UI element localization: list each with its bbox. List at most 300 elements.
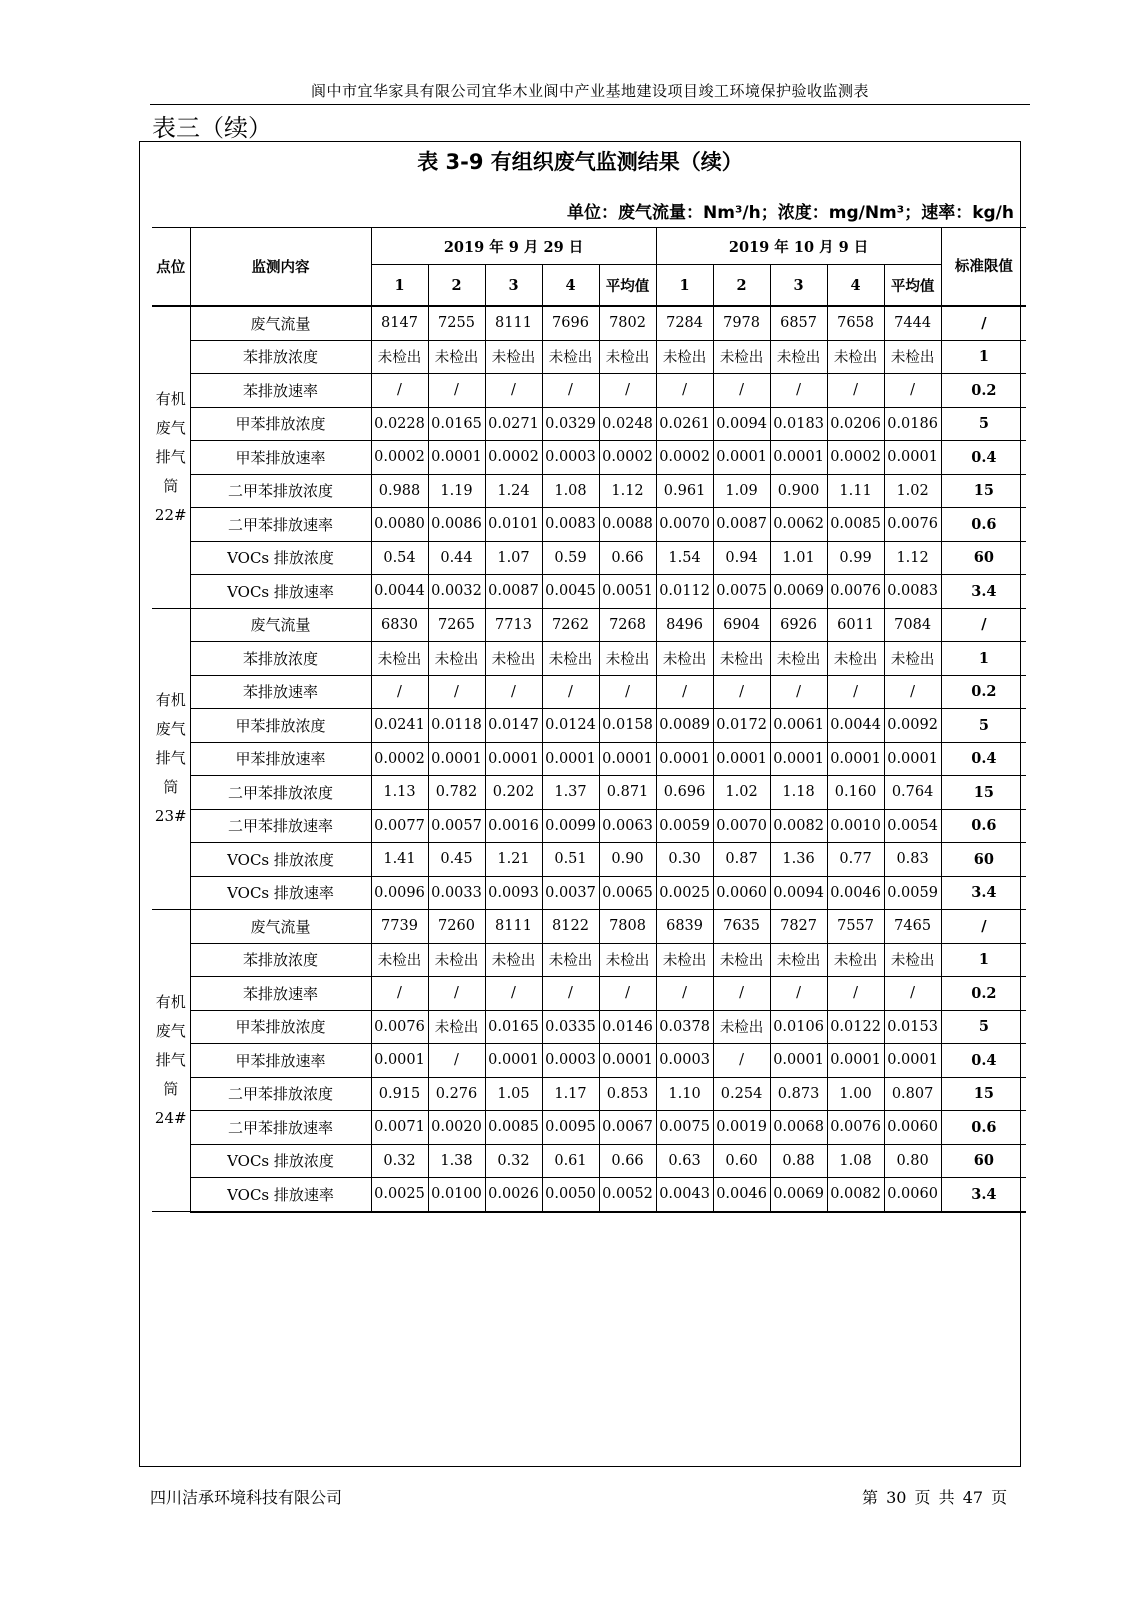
standard-limit: 0.6 (941, 1111, 1026, 1145)
value-cell: 6839 (656, 910, 713, 944)
value-cell: 6857 (770, 306, 827, 340)
table-row (152, 1111, 1026, 1145)
item-name: VOCs 排放浓度 (190, 1144, 371, 1178)
value-cell: 0.61 (542, 1144, 599, 1178)
site-group (152, 910, 1026, 1212)
value-cell: 0.0089 (656, 709, 713, 743)
value-cell: / (770, 374, 827, 408)
table-row (152, 876, 1026, 910)
value-cell: 7739 (371, 910, 428, 944)
value-cell: 未检出 (599, 642, 656, 676)
value-cell: 0.0076 (884, 508, 941, 542)
value-cell: / (371, 675, 428, 709)
value-cell: 0.0067 (599, 1111, 656, 1145)
value-cell: 0.0122 (827, 1010, 884, 1044)
value-cell: 0.0378 (656, 1010, 713, 1044)
value-cell: / (485, 675, 542, 709)
value-cell: 1.24 (485, 474, 542, 508)
value-cell: 8111 (485, 910, 542, 944)
value-cell: / (827, 374, 884, 408)
table-row (152, 306, 1026, 340)
value-cell: 0.0248 (599, 407, 656, 441)
table-row (152, 374, 1026, 408)
value-cell: 未检出 (770, 642, 827, 676)
value-cell: 1.12 (599, 474, 656, 508)
item-name: 二甲苯排放浓度 (190, 1077, 371, 1111)
value-cell: 8111 (485, 306, 542, 340)
table-title: 表 3-9 有组织废气监测结果（续） (417, 150, 743, 174)
value-cell: 0.0099 (542, 809, 599, 843)
value-cell: / (770, 977, 827, 1011)
value-cell: 0.0092 (884, 709, 941, 743)
value-cell: 1.09 (713, 474, 770, 508)
header-rule (150, 104, 1030, 105)
value-cell: 0.0329 (542, 407, 599, 441)
value-cell: 0.0076 (827, 1111, 884, 1145)
value-cell: 0.0045 (542, 575, 599, 609)
value-cell: 0.0001 (371, 1044, 428, 1078)
value-cell: 未检出 (713, 642, 770, 676)
value-cell: 1.19 (428, 474, 485, 508)
subheader-col: 平均值 (599, 265, 656, 307)
table-row (152, 943, 1026, 977)
footer-company: 四川洁承环境科技有限公司 (150, 1488, 343, 1507)
value-cell: / (428, 977, 485, 1011)
value-cell: 未检出 (713, 943, 770, 977)
value-cell: / (542, 977, 599, 1011)
value-cell: 0.54 (371, 541, 428, 575)
value-cell: 0.0001 (599, 1044, 656, 1078)
value-cell: 0.0001 (770, 441, 827, 475)
item-name: 甲苯排放速率 (190, 1044, 371, 1078)
value-cell: 0.0002 (485, 441, 542, 475)
value-cell: / (485, 977, 542, 1011)
value-cell: 0.0001 (428, 742, 485, 776)
item-name: 甲苯排放速率 (190, 742, 371, 776)
table-row (152, 675, 1026, 709)
value-cell: 0.0001 (884, 1044, 941, 1078)
value-cell: 0.0071 (371, 1111, 428, 1145)
value-cell: 0.0019 (713, 1111, 770, 1145)
table-row (152, 508, 1026, 542)
value-cell: 未检出 (371, 642, 428, 676)
value-cell: 0.0037 (542, 876, 599, 910)
value-cell: 0.782 (428, 776, 485, 810)
value-cell: 0.83 (884, 843, 941, 877)
value-cell: / (884, 374, 941, 408)
value-cell: 0.0050 (542, 1178, 599, 1212)
item-name: 废气流量 (190, 608, 371, 642)
value-cell: 0.0025 (371, 1178, 428, 1212)
value-cell: 6011 (827, 608, 884, 642)
value-cell: 0.0085 (827, 508, 884, 542)
value-cell: / (713, 1044, 770, 1078)
value-cell: 未检出 (770, 340, 827, 374)
table-row (152, 441, 1026, 475)
value-cell: 7827 (770, 910, 827, 944)
value-cell: 0.853 (599, 1077, 656, 1111)
item-name: 二甲苯排放浓度 (190, 474, 371, 508)
value-cell: 0.0001 (827, 1044, 884, 1078)
value-cell: 0.0172 (713, 709, 770, 743)
item-name: 苯排放浓度 (190, 943, 371, 977)
value-cell: 0.0003 (656, 1044, 713, 1078)
value-cell: 0.0075 (713, 575, 770, 609)
value-cell: 6830 (371, 608, 428, 642)
item-name: VOCs 排放浓度 (190, 541, 371, 575)
value-cell: 0.0001 (485, 1044, 542, 1078)
subheader-col: 1 (656, 265, 713, 307)
value-cell: 未检出 (713, 1010, 770, 1044)
value-cell: 0.0112 (656, 575, 713, 609)
item-name: 苯排放速率 (190, 374, 371, 408)
value-cell: 0.0124 (542, 709, 599, 743)
standard-limit: 60 (941, 1144, 1026, 1178)
value-cell: 0.0044 (827, 709, 884, 743)
value-cell: 未检出 (713, 340, 770, 374)
value-cell: 未检出 (770, 943, 827, 977)
value-cell: 0.0002 (371, 441, 428, 475)
value-cell: 6904 (713, 608, 770, 642)
value-cell: 0.764 (884, 776, 941, 810)
table-row (152, 1178, 1026, 1212)
value-cell: / (827, 977, 884, 1011)
value-cell: 0.0061 (770, 709, 827, 743)
value-cell: 0.59 (542, 541, 599, 575)
value-cell: 0.0158 (599, 709, 656, 743)
value-cell: 7255 (428, 306, 485, 340)
value-cell: / (770, 675, 827, 709)
table-row (152, 843, 1026, 877)
value-cell: 0.0069 (770, 1178, 827, 1212)
value-cell: 0.0068 (770, 1111, 827, 1145)
value-cell: 0.30 (656, 843, 713, 877)
value-cell: 0.0118 (428, 709, 485, 743)
value-cell: 1.08 (827, 1144, 884, 1178)
value-cell: 7268 (599, 608, 656, 642)
value-cell: 0.0083 (884, 575, 941, 609)
value-cell: 未检出 (428, 340, 485, 374)
value-cell: 8122 (542, 910, 599, 944)
value-cell: 0.0033 (428, 876, 485, 910)
value-cell: 0.0002 (371, 742, 428, 776)
table-row (152, 809, 1026, 843)
value-cell: 未检出 (656, 943, 713, 977)
header-position: 点位 (152, 228, 190, 307)
table-row (152, 776, 1026, 810)
value-cell: 7465 (884, 910, 941, 944)
standard-limit: 15 (941, 776, 1026, 810)
value-cell: 0.0046 (827, 876, 884, 910)
value-cell: 1.01 (770, 541, 827, 575)
standard-limit: 5 (941, 709, 1026, 743)
value-cell: 0.0271 (485, 407, 542, 441)
value-cell: / (827, 675, 884, 709)
value-cell: / (542, 675, 599, 709)
value-cell: 7696 (542, 306, 599, 340)
value-cell: 0.276 (428, 1077, 485, 1111)
value-cell: / (656, 374, 713, 408)
item-name: 二甲苯排放速率 (190, 508, 371, 542)
item-name: 废气流量 (190, 910, 371, 944)
value-cell: 0.0001 (485, 742, 542, 776)
value-cell: 7260 (428, 910, 485, 944)
value-cell: / (713, 675, 770, 709)
value-cell: 未检出 (485, 642, 542, 676)
value-cell: 7284 (656, 306, 713, 340)
value-cell: 0.60 (713, 1144, 770, 1178)
standard-limit: 60 (941, 541, 1026, 575)
value-cell: 8496 (656, 608, 713, 642)
value-cell: 0.44 (428, 541, 485, 575)
item-name: 苯排放速率 (190, 675, 371, 709)
standard-limit: 5 (941, 407, 1026, 441)
value-cell: 未检出 (599, 943, 656, 977)
value-cell: 0.90 (599, 843, 656, 877)
standard-limit: / (941, 910, 1026, 944)
table-row (152, 642, 1026, 676)
standard-limit: 3.4 (941, 575, 1026, 609)
standard-limit: 3.4 (941, 876, 1026, 910)
value-cell: 0.873 (770, 1077, 827, 1111)
value-cell: 0.0001 (770, 1044, 827, 1078)
value-cell: 0.0001 (599, 742, 656, 776)
value-cell: 0.0075 (656, 1111, 713, 1145)
standard-limit: 1 (941, 642, 1026, 676)
value-cell: 1.37 (542, 776, 599, 810)
value-cell: 0.0010 (827, 809, 884, 843)
value-cell: 0.0080 (371, 508, 428, 542)
value-cell: 6926 (770, 608, 827, 642)
value-cell: 未检出 (428, 642, 485, 676)
value-cell: 0.0206 (827, 407, 884, 441)
value-cell: 7084 (884, 608, 941, 642)
value-cell: 0.0001 (713, 441, 770, 475)
subheader-col: 3 (485, 265, 542, 307)
value-cell: 0.87 (713, 843, 770, 877)
value-cell: 7713 (485, 608, 542, 642)
value-cell: / (428, 675, 485, 709)
standard-limit: 3.4 (941, 1178, 1026, 1212)
table-row (152, 340, 1026, 374)
value-cell: 0.0146 (599, 1010, 656, 1044)
unit-line: 单位：废气流量：Nm³/h；浓度：mg/Nm³；速率：kg/h (567, 203, 1014, 223)
site-group (152, 306, 1026, 608)
value-cell: 0.0052 (599, 1178, 656, 1212)
value-cell: 0.0101 (485, 508, 542, 542)
table-row (152, 977, 1026, 1011)
value-cell: 未检出 (485, 340, 542, 374)
standard-limit: 5 (941, 1010, 1026, 1044)
value-cell: 0.0070 (713, 809, 770, 843)
value-cell: / (485, 374, 542, 408)
value-cell: / (371, 374, 428, 408)
value-cell: 0.45 (428, 843, 485, 877)
value-cell: 0.0070 (656, 508, 713, 542)
value-cell: 未检出 (884, 642, 941, 676)
value-cell: 0.0046 (713, 1178, 770, 1212)
value-cell: / (599, 977, 656, 1011)
header-date-2: 2019 年 10 月 9 日 (656, 228, 941, 265)
value-cell: 未检出 (599, 340, 656, 374)
value-cell: 0.0087 (713, 508, 770, 542)
value-cell: 未检出 (884, 340, 941, 374)
value-cell: 0.0186 (884, 407, 941, 441)
item-name: 苯排放浓度 (190, 642, 371, 676)
item-name: 废气流量 (190, 306, 371, 340)
value-cell: 未检出 (428, 1010, 485, 1044)
value-cell: 0.80 (884, 1144, 941, 1178)
value-cell: 0.0001 (656, 742, 713, 776)
section-label: 表三（续） (152, 114, 272, 142)
value-cell: 0.0086 (428, 508, 485, 542)
item-name: VOCs 排放浓度 (190, 843, 371, 877)
item-name: 甲苯排放浓度 (190, 1010, 371, 1044)
value-cell: 0.0106 (770, 1010, 827, 1044)
value-cell: 1.38 (428, 1144, 485, 1178)
table-row (152, 709, 1026, 743)
value-cell: 0.99 (827, 541, 884, 575)
value-cell: 0.254 (713, 1077, 770, 1111)
value-cell: 0.51 (542, 843, 599, 877)
item-name: VOCs 排放速率 (190, 876, 371, 910)
item-name: 苯排放浓度 (190, 340, 371, 374)
item-name: VOCs 排放速率 (190, 1178, 371, 1212)
value-cell: / (599, 374, 656, 408)
value-cell: 1.05 (485, 1077, 542, 1111)
value-cell: 0.88 (770, 1144, 827, 1178)
value-cell: 0.0025 (656, 876, 713, 910)
subheader-col: 1 (371, 265, 428, 307)
item-name: 苯排放速率 (190, 977, 371, 1011)
value-cell: 0.0077 (371, 809, 428, 843)
value-cell: 1.36 (770, 843, 827, 877)
site-name: 有机废气排气筒22# (152, 306, 190, 608)
standard-limit: 0.6 (941, 809, 1026, 843)
value-cell: / (656, 977, 713, 1011)
value-cell: 1.21 (485, 843, 542, 877)
subheader-col: 平均值 (884, 265, 941, 307)
value-cell: 0.900 (770, 474, 827, 508)
value-cell: 0.0020 (428, 1111, 485, 1145)
standard-limit: 1 (941, 943, 1026, 977)
table-row (152, 1077, 1026, 1111)
value-cell: 0.160 (827, 776, 884, 810)
subheader-col: 4 (827, 265, 884, 307)
value-cell: 0.0057 (428, 809, 485, 843)
value-cell: 7444 (884, 306, 941, 340)
standard-limit: 0.4 (941, 441, 1026, 475)
table-row (152, 1010, 1026, 1044)
value-cell: 7978 (713, 306, 770, 340)
value-cell: 0.32 (485, 1144, 542, 1178)
site-group (152, 608, 1026, 910)
value-cell: 1.00 (827, 1077, 884, 1111)
value-cell: 1.08 (542, 474, 599, 508)
value-cell: 0.0065 (599, 876, 656, 910)
value-cell: 0.0087 (485, 575, 542, 609)
standard-limit: 1 (941, 340, 1026, 374)
value-cell: 0.0060 (884, 1111, 941, 1145)
table-row (152, 474, 1026, 508)
value-cell: 0.0003 (542, 1044, 599, 1078)
value-cell: 0.0026 (485, 1178, 542, 1212)
value-cell: 0.94 (713, 541, 770, 575)
value-cell: 1.12 (884, 541, 941, 575)
value-cell: 0.0001 (827, 742, 884, 776)
value-cell: 0.0003 (542, 441, 599, 475)
table-row (152, 742, 1026, 776)
table-row (152, 541, 1026, 575)
value-cell: 0.0183 (770, 407, 827, 441)
value-cell: 0.63 (656, 1144, 713, 1178)
value-cell: 7802 (599, 306, 656, 340)
value-cell: / (884, 675, 941, 709)
value-cell: / (656, 675, 713, 709)
value-cell: 未检出 (485, 943, 542, 977)
value-cell: 0.0165 (428, 407, 485, 441)
value-cell: / (428, 1044, 485, 1078)
value-cell: 7658 (827, 306, 884, 340)
value-cell: 0.0002 (599, 441, 656, 475)
value-cell: 7262 (542, 608, 599, 642)
value-cell: 未检出 (827, 340, 884, 374)
value-cell: 0.0001 (428, 441, 485, 475)
header-standard: 标准限值 (941, 228, 1026, 307)
item-name: 甲苯排放浓度 (190, 709, 371, 743)
subheader-col: 2 (713, 265, 770, 307)
value-cell: 0.0059 (656, 809, 713, 843)
value-cell: 7265 (428, 608, 485, 642)
value-cell: 未检出 (656, 642, 713, 676)
item-name: 二甲苯排放速率 (190, 809, 371, 843)
item-name: 甲苯排放浓度 (190, 407, 371, 441)
standard-limit: / (941, 608, 1026, 642)
header-item: 监测内容 (190, 228, 371, 307)
value-cell: / (599, 675, 656, 709)
value-cell: 未检出 (827, 642, 884, 676)
subheader-col: 3 (770, 265, 827, 307)
value-cell: 0.0094 (770, 876, 827, 910)
value-cell: 0.77 (827, 843, 884, 877)
value-cell: 7808 (599, 910, 656, 944)
footer-page-info: 第 30 页 共 47 页 (862, 1488, 1008, 1507)
value-cell: 0.0165 (485, 1010, 542, 1044)
value-cell: 未检出 (884, 943, 941, 977)
monitoring-results-table (152, 227, 1026, 1213)
value-cell: 1.11 (827, 474, 884, 508)
standard-limit: / (941, 306, 1026, 340)
value-cell: 0.0093 (485, 876, 542, 910)
table-row (152, 407, 1026, 441)
value-cell: 0.0082 (770, 809, 827, 843)
standard-limit: 0.4 (941, 1044, 1026, 1078)
standard-limit: 15 (941, 474, 1026, 508)
value-cell: 0.0085 (485, 1111, 542, 1145)
table-row (152, 1144, 1026, 1178)
value-cell: 0.202 (485, 776, 542, 810)
value-cell: / (713, 977, 770, 1011)
value-cell: 未检出 (428, 943, 485, 977)
value-cell: 未检出 (371, 943, 428, 977)
value-cell: 7557 (827, 910, 884, 944)
subheader-col: 4 (542, 265, 599, 307)
value-cell: 0.0241 (371, 709, 428, 743)
value-cell: 0.0094 (713, 407, 770, 441)
value-cell: 0.0016 (485, 809, 542, 843)
value-cell: 0.0001 (542, 742, 599, 776)
header-date-1: 2019 年 9 月 29 日 (371, 228, 656, 265)
